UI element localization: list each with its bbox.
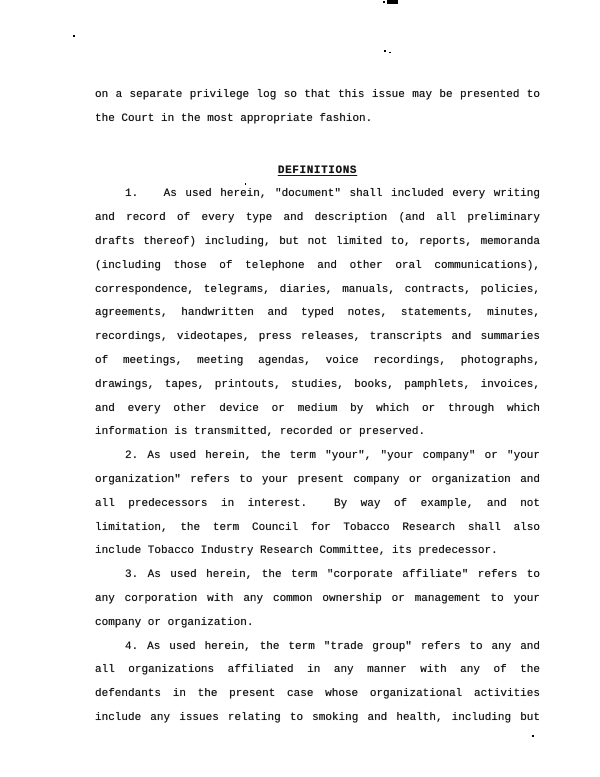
document-line: 1. As used herein, "document" shall included every writing (125, 188, 540, 201)
document-line: any corporation with any common ownership or management to your (95, 592, 540, 605)
definitions-heading: DEFINITIONS (277, 164, 358, 177)
scan-artifact-speck (384, 50, 386, 52)
scan-artifact-speck (532, 735, 534, 737)
document-line: agreements, handwritten and typed notes, statements, minutes, (95, 307, 540, 320)
document-line: 2. As used herein, the term "your", "your company" or "your (125, 450, 540, 463)
document-line: and record of every type and description (and all preliminary (95, 212, 540, 225)
document-line: drafts thereof) including, but not limited to, reports, memoranda (95, 235, 540, 248)
document-line: (including those of telephone and other oral communications), (95, 259, 540, 272)
document-line: 4. As used herein, the term "trade group" refers to any and (125, 640, 540, 653)
scan-artifact-speck (73, 35, 75, 37)
document-line: information is transmitted, recorded or preserved. (95, 426, 426, 439)
document-line: include Tobacco Industry Research Committee, its predecessor. (95, 545, 498, 558)
document-line: defendants in the present case whose organizational activities (95, 688, 540, 701)
document-line: the Court in the most appropriate fashion. (95, 112, 373, 125)
document-line: on a separate privilege log so that this issue may be presented to (95, 89, 540, 101)
document-line: recordings, videotapes, press releases, transcripts and summaries (95, 331, 540, 344)
document-line: all predecessors in interest. By way of example, and not (95, 497, 540, 510)
document-line: drawings, tapes, printouts, studies, books, pamphlets, invoices, (95, 378, 540, 391)
document-line: include any issues relating to smoking and health, including but (95, 711, 540, 724)
document-line: 3. As used herein, the term "corporate affiliate" refers to (125, 569, 540, 582)
document-line: all organizations affiliated in any manner with any of the (95, 664, 540, 677)
document-line: company or organization. (95, 616, 254, 629)
document-line: correspondence, telegrams, diaries, manuals, contracts, policies, (95, 283, 540, 296)
document-line: limitation, the term Council for Tobacco Research shall also (95, 521, 540, 534)
document-line: and every other device or medium by which or through which (95, 402, 540, 415)
scan-artifact-top-tick (383, 1, 385, 3)
document-line: organization" refers to your present company or organization and (95, 473, 540, 486)
scan-artifact-top-bar (387, 0, 398, 4)
scan-artifact-speck (389, 52, 391, 53)
document-body (95, 84, 540, 731)
document-line: of meetings, meeting agendas, voice recordings, photographs, (95, 354, 540, 367)
